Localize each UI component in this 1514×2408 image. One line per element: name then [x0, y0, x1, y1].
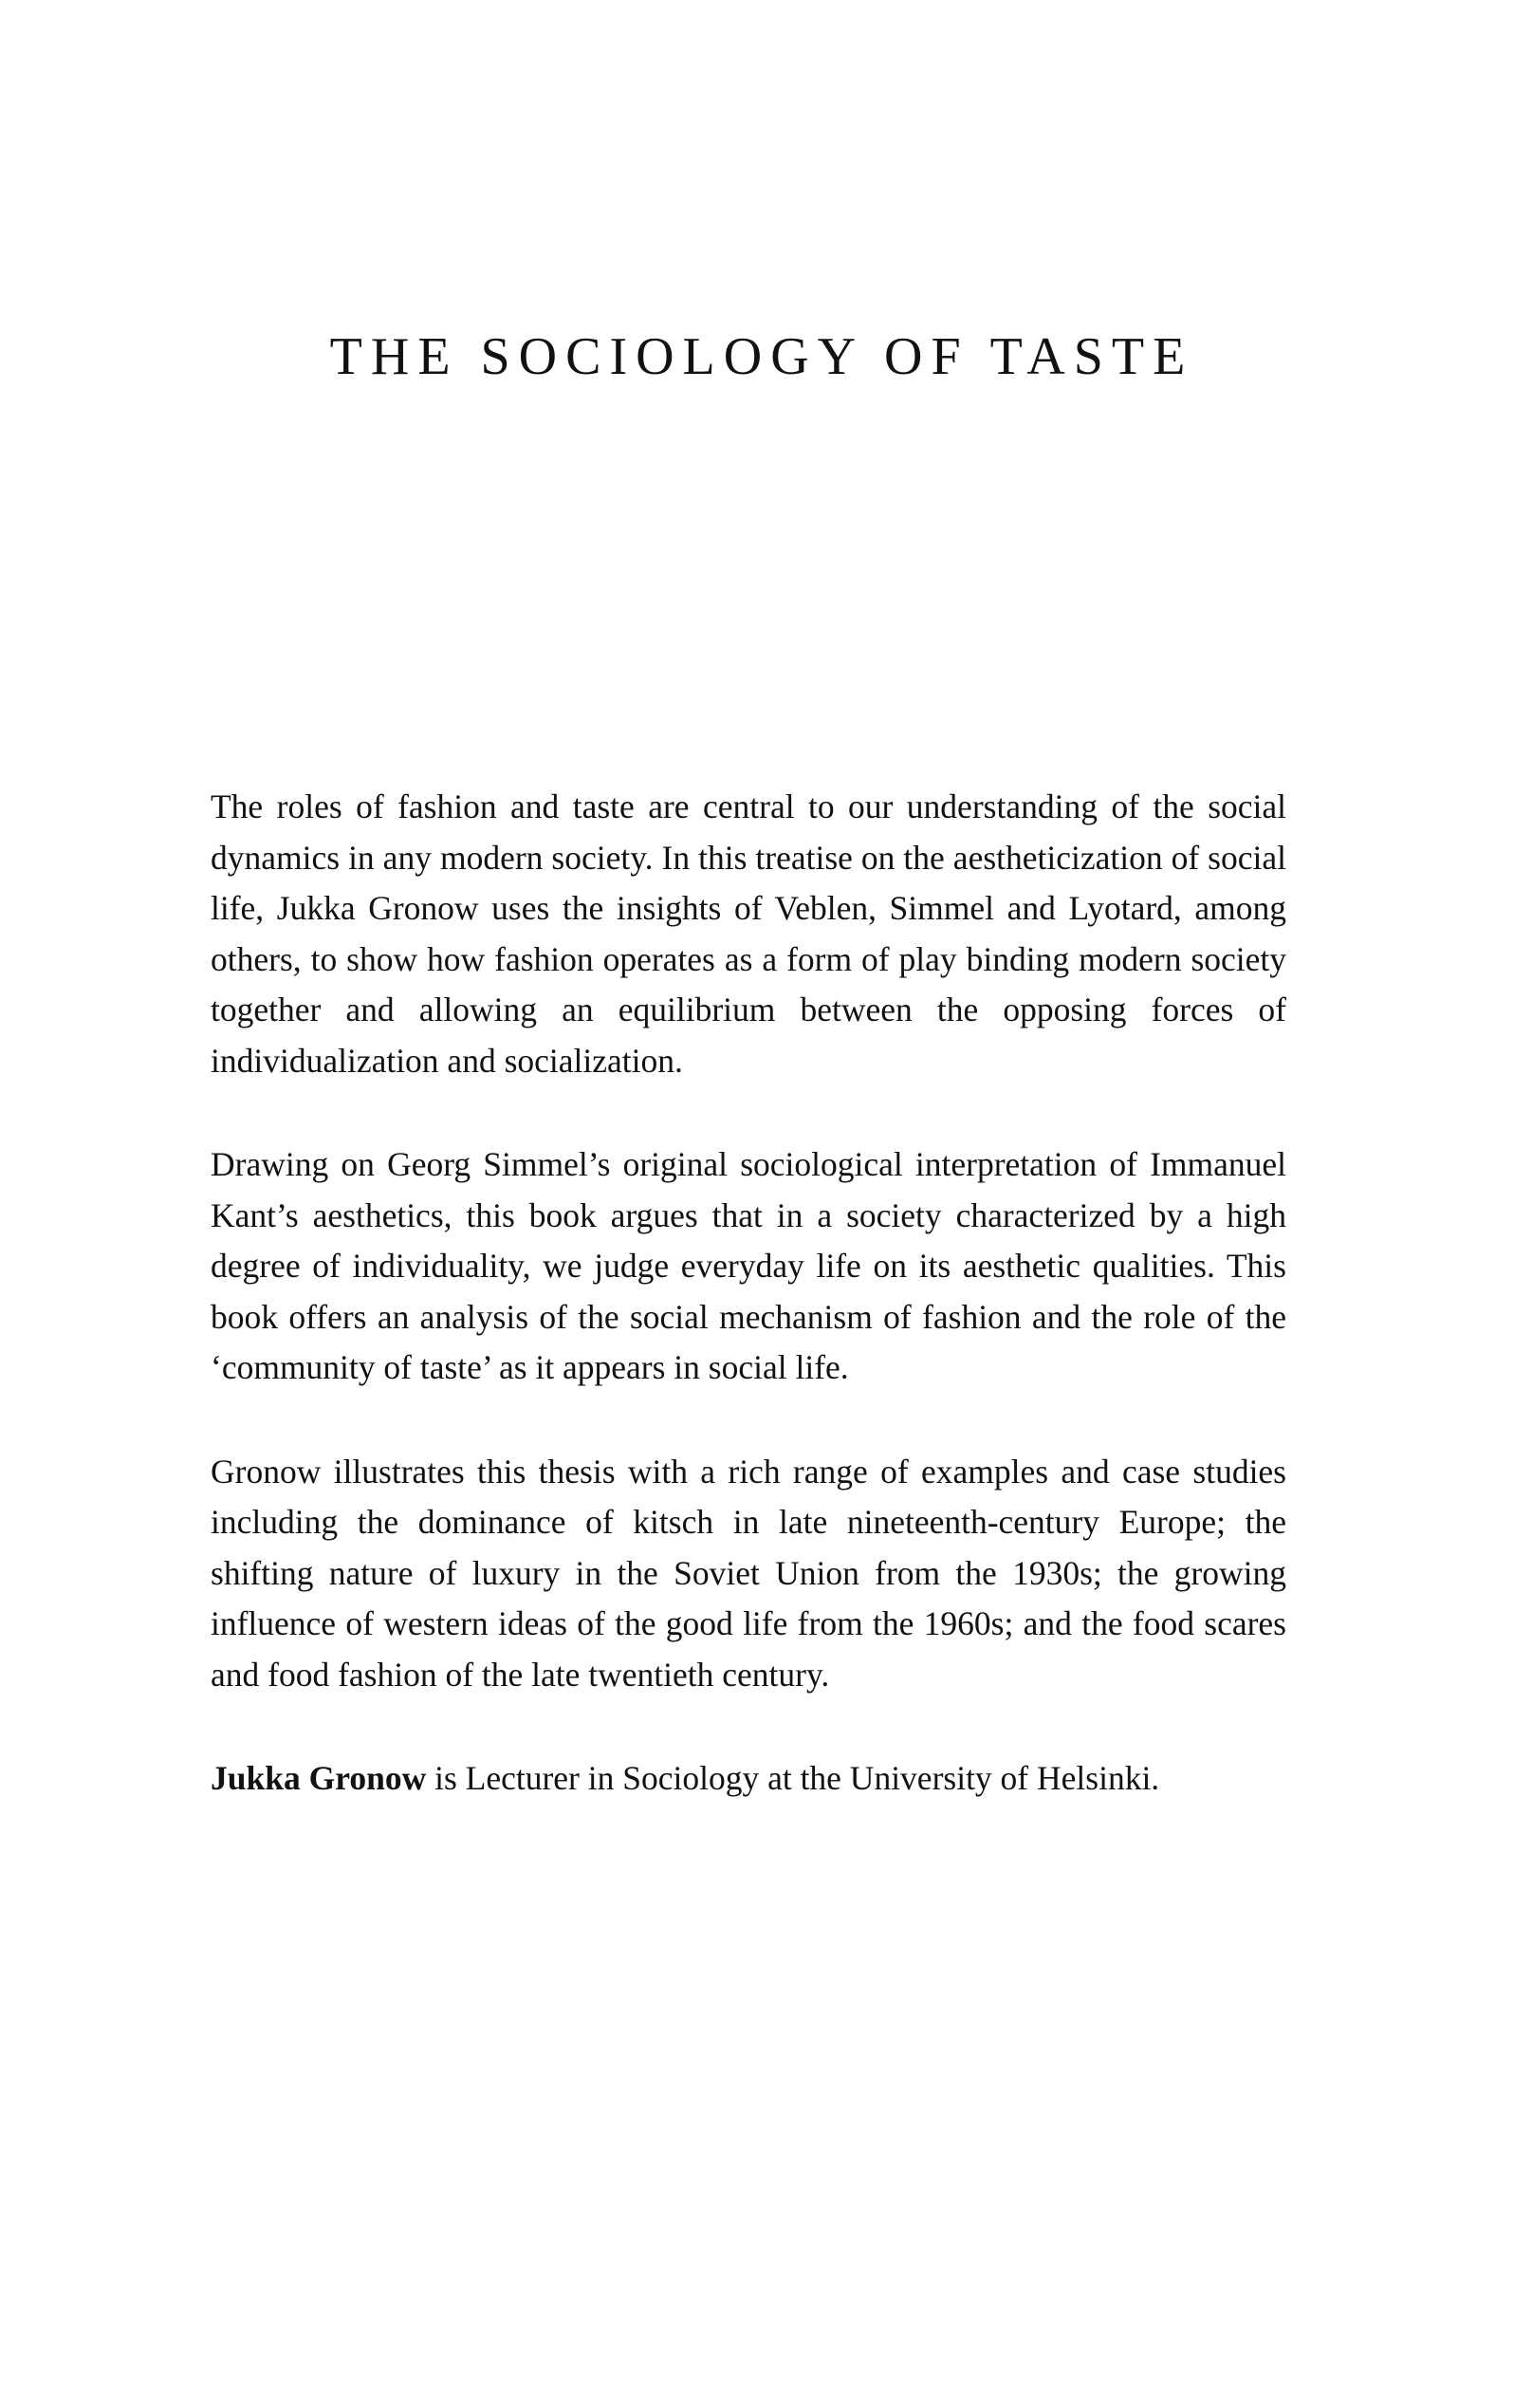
author-bio	[211, 1753, 1286, 1805]
blurb-paragraph-3: Gronow illustrates this thesis with a rich range of examples and case studies including the dominance of kitsch in late nineteenth-century Europe; the shifting nature of luxury in the Soviet Union from the 1930s; the growing influence of western ideas of the good life from the 1960s; and the food scares and food fashion of the late twentieth century.	[211, 1452, 1286, 1694]
author-name: Jukka Gronow	[211, 1759, 427, 1797]
book-title: THE SOCIOLOGY OF TASTE	[329, 327, 1194, 386]
author-bio-text: is Lecturer in Sociology at the University of Helsinki.	[426, 1759, 1160, 1797]
book-blurb	[211, 782, 1286, 1858]
blurb-paragraph-1: The roles of fashion and taste are central to our understanding of the social dynamics in any modern society. In this treatise on the aestheticization of social life, Jukka Gronow uses the insights of Veblen, Simmel and Lyotard, among others, to show how fashion operates as a form of play binding modern society together and allowing an equilibrium between the opposing forces of individualization and socialization.	[211, 787, 1286, 1080]
blurb-paragraph-2: Drawing on Georg Simmel’s original sociological interpretation of Immanuel Kant’s aesthetics, this book argues that in a society characterized by a high degree of individuality, we judge everyday life on its aesthetic qualities. This book offers an analysis of the social mechanism of fashion and the role of the ‘community of taste’ as it appears in social life.	[211, 1145, 1286, 1386]
